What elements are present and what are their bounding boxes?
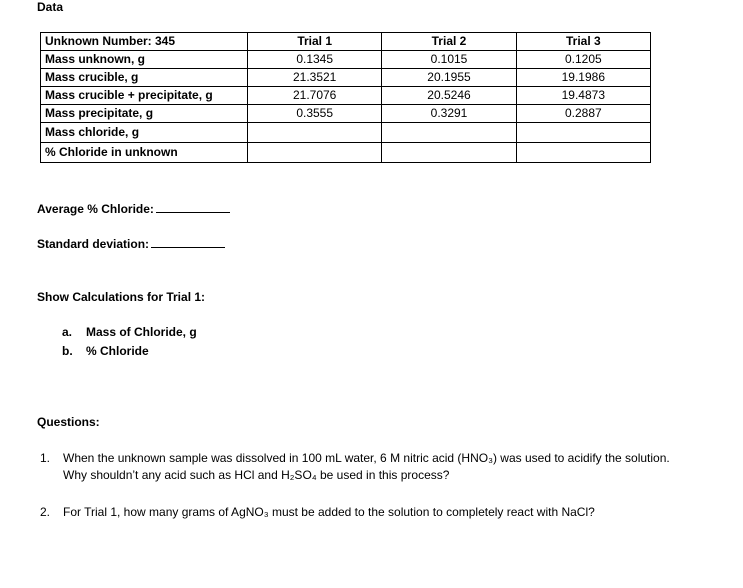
list-item [62, 344, 149, 358]
row-label: Mass chloride, g [41, 123, 248, 143]
cell-value: 19.4873 [516, 87, 650, 105]
list-item-text: Mass of Chloride, g [86, 325, 197, 339]
header-trial-3: Trial 3 [516, 33, 650, 51]
average-chloride-line [37, 201, 230, 216]
cell-value: 19.1986 [516, 69, 650, 87]
cell-value: 0.1205 [516, 51, 650, 69]
row-label: Mass crucible, g [41, 69, 248, 87]
average-chloride-blank [156, 201, 230, 213]
cell-value: 21.7076 [248, 87, 382, 105]
question-number: 1. [40, 451, 51, 465]
cell-value: 0.2887 [516, 105, 650, 123]
row-label: Mass crucible + precipitate, g [41, 87, 248, 105]
standard-deviation-label: Standard deviation: [37, 237, 150, 251]
cell-value: 21.3521 [248, 69, 382, 87]
cell-value: 0.3555 [248, 105, 382, 123]
questions-heading: Questions: [37, 415, 100, 429]
cell-value: 20.5246 [382, 87, 516, 105]
calculations-heading: Show Calculations for Trial 1: [37, 290, 206, 304]
question-item [40, 450, 680, 486]
list-marker: b. [62, 344, 73, 358]
question-item [40, 504, 680, 522]
question-text: When the unknown sample was dissolved in 100 mL water, 6 M nitric acid (HNO₃) was used to acidify the solution. Why shouldn’t any acid such as HCl and H₂SO₄ be used in this process? [63, 451, 670, 482]
table-row [41, 105, 651, 123]
table-row [41, 51, 651, 69]
list-marker: a. [62, 325, 73, 339]
standard-deviation-blank [151, 236, 225, 248]
row-label: Mass precipitate, g [41, 105, 248, 123]
question-text: For Trial 1, how many grams of AgNO₃ must be added to the solution to completely react with NaCl? [63, 505, 595, 519]
table-row [41, 69, 651, 87]
table-header-row [41, 33, 651, 51]
row-label: Mass unknown, g [41, 51, 248, 69]
cell-value: 0.1345 [248, 51, 382, 69]
average-chloride-label: Average % Chloride: [37, 202, 154, 216]
cell-value [516, 123, 650, 143]
header-unknown-number: Unknown Number: 345 [41, 33, 248, 51]
cell-value [516, 143, 650, 163]
data-table [40, 32, 651, 163]
row-label: % Chloride in unknown [41, 143, 248, 163]
header-trial-2: Trial 2 [382, 33, 516, 51]
cell-value: 0.1015 [382, 51, 516, 69]
cell-value [248, 143, 382, 163]
standard-deviation-line [37, 236, 225, 251]
question-number: 2. [40, 505, 51, 519]
cell-value: 20.1955 [382, 69, 516, 87]
section-title: Data [37, 0, 64, 14]
list-item [62, 325, 197, 339]
list-item-text: % Chloride [86, 344, 149, 358]
cell-value: 0.3291 [382, 105, 516, 123]
table-row [41, 87, 651, 105]
cell-value [382, 143, 516, 163]
table-row [41, 123, 651, 143]
cell-value [382, 123, 516, 143]
header-trial-1: Trial 1 [248, 33, 382, 51]
table-row [41, 143, 651, 163]
cell-value [248, 123, 382, 143]
